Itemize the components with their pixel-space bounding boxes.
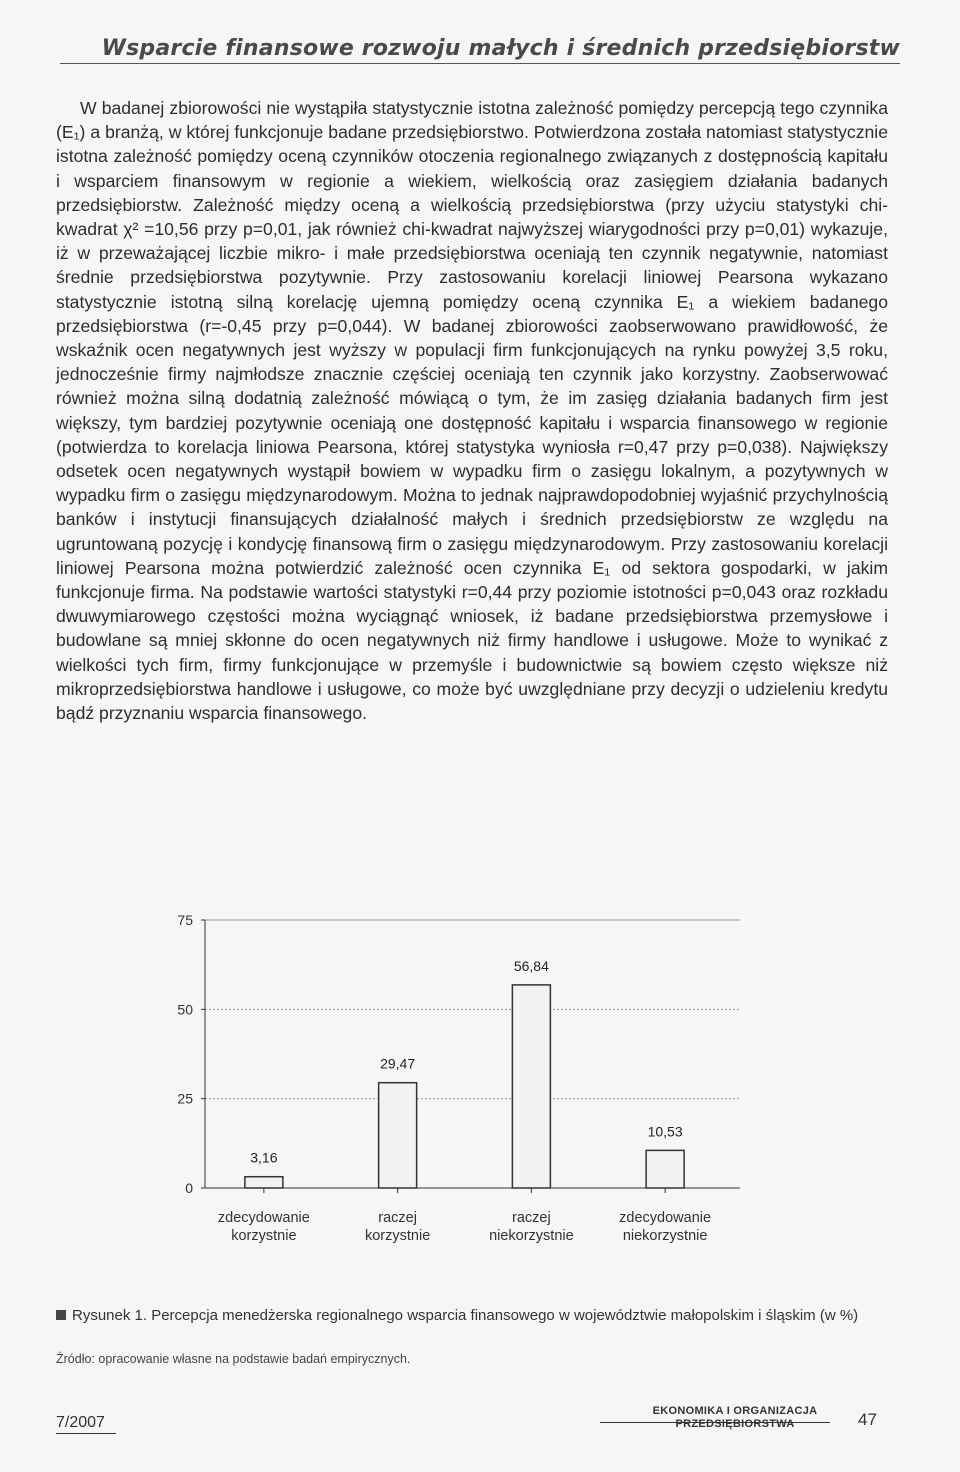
issue-number: 7/2007 [56, 1414, 116, 1434]
bar-value-label: 3,16 [250, 1149, 278, 1166]
body-text [56, 96, 888, 725]
x-category-label: raczej [512, 1210, 551, 1226]
x-category-label: zdecydowanie [619, 1210, 712, 1226]
x-category-label: niekorzystnie [489, 1228, 574, 1244]
figure-source: Źródło: opracowanie własne na podstawie badań empirycznych. [56, 1352, 411, 1366]
x-category-label: raczej [378, 1210, 417, 1226]
bar-chart-svg [160, 900, 760, 1260]
bar [646, 1150, 684, 1188]
bar-value-label: 29,47 [380, 1055, 416, 1072]
x-category-label: korzystnie [231, 1228, 297, 1244]
x-category-label: zdecydowanie [217, 1210, 310, 1226]
x-category-label: korzystnie [364, 1228, 431, 1244]
bar-chart [160, 900, 760, 1260]
x-category-label: niekorzystnie [622, 1228, 708, 1244]
journal-name-line2: PRZEDSIĘBIORSTWA [675, 1418, 795, 1430]
page-number: 47 [858, 1410, 877, 1429]
bar [512, 985, 550, 1188]
journal-section-title: Wsparcie finansowe rozwoju małych i średnich przedsiębiorstw [101, 36, 900, 61]
y-tick-label: 0 [185, 1180, 193, 1196]
figure-caption [56, 1306, 896, 1325]
y-tick-label: 75 [177, 912, 193, 928]
y-tick-label: 50 [177, 1001, 193, 1018]
running-header [60, 36, 900, 64]
bar [245, 1177, 283, 1188]
journal-name [640, 1405, 830, 1431]
y-tick-label: 25 [177, 1090, 193, 1107]
bar-value-label: 56,84 [513, 957, 549, 974]
bar [379, 1083, 417, 1188]
caption-bullet-icon [56, 1310, 66, 1320]
body-paragraph: W badanej zbiorowości nie wystąpiła statystycznie istotna zależność pomiędzy percepcją tego czynnika (E₁) a branżą, w której funkcjonuje badane przedsiębiorstwo. Potwierdzona została natomiast statystycznie istotna zależność pomiędzy oceną czynników otoczenia regionalnego związanych z dostępnością kapitału i wsparciem finansowym w regionie a wiekiem, wielkością oraz zasięgiem działania badanych przedsiębiorstw. Zależność między oceną a wielkością przedsiębiorstwa (przy użyciu statystyki chi-kwadrat χ² =10,56 przy p=0,01, jak również chi-kwadrat najwyższej wiarygodności przy p=0,01) wykazuje, iż w przeważającej liczbie mikro- i małe przedsiębiorstwa oceniają ten czynnik negatywnie, natomiast średnie przedsiębiorstwa pozytywnie. Przy zastosowaniu korelacji liniowej Pearsona wykazano statystycznie istotną silną korelację ujemną pomiędzy oceną czynnika E₁ a wiekiem badanego przedsiębiorstwa (r=-0,45 przy p=0,044). W badanej zbiorowości zaobserwowano prawidłowość, że wskaźnik ocen negatywnych jest wyższy w populacji firm funkcjonujących na rynku powyżej 3,5 roku, jednocześnie firmy najmłodsze znacznie częściej oceniają ten czynnik jako korzystny. Zaobserwować również można silną dodatnią zależność mówiącą o tym, że im zasięg działania badanych firm jest większy, tym bardziej pozytywnie oceniają one dostępność kapitału i wsparcia finansowego w regionie (potwierdza to korelacja liniowa Pearsona, której statystyka wyniosła r=0,47 przy p=0,038). Największy odsetek ocen negatywnych wystąpił bowiem w wypadku firm o zasięgu lokalnym, a pozytywnych w wypadku firm o zasięgu międzynarodowym. Można to jednak najprawdopodobniej wyjaśnić przychylnością banków i instytucji finansujących działalność małych i średnich przedsiębiorstw ze względu na ugruntowaną pozycję i kondycję finansową firm o zasięgu międzynarodowym. Przy zastosowaniu korelacji liniowej Pearsona można potwierdzić zależność ocen czynnika E₁ od sektora gospodarki, w jakim funkcjonuje firma. Na podstawie wartości statystyki r=0,44 przy poziomie istotności p=0,043 oraz rozkładu dwuwymiarowego częstości można wyciągnąć wniosek, iż badane przedsiębiorstwa przemysłowe i budowlane są mniej skłonne do ocen negatywnych niż firmy handlowe i usługowe. Może to wynikać z wielkości tych firm, firmy funkcjonujące w przemyśle i budownictwie są bowiem często większe niż mikroprzedsiębiorstwa handlowe i usługowe, co może być uwzględniane przy decyzji o udzieleniu kredytu bądź przyznaniu wsparcia finansowego. [56, 98, 888, 724]
bar-value-label: 10,53 [647, 1123, 683, 1140]
journal-name-line1: EKONOMIKA I ORGANIZACJA [652, 1405, 818, 1417]
caption-text: Rysunek 1. Percepcja menedżerska regionalnego wsparcia finansowego w województwie małopolskim i śląskim (w %) [72, 1307, 859, 1324]
